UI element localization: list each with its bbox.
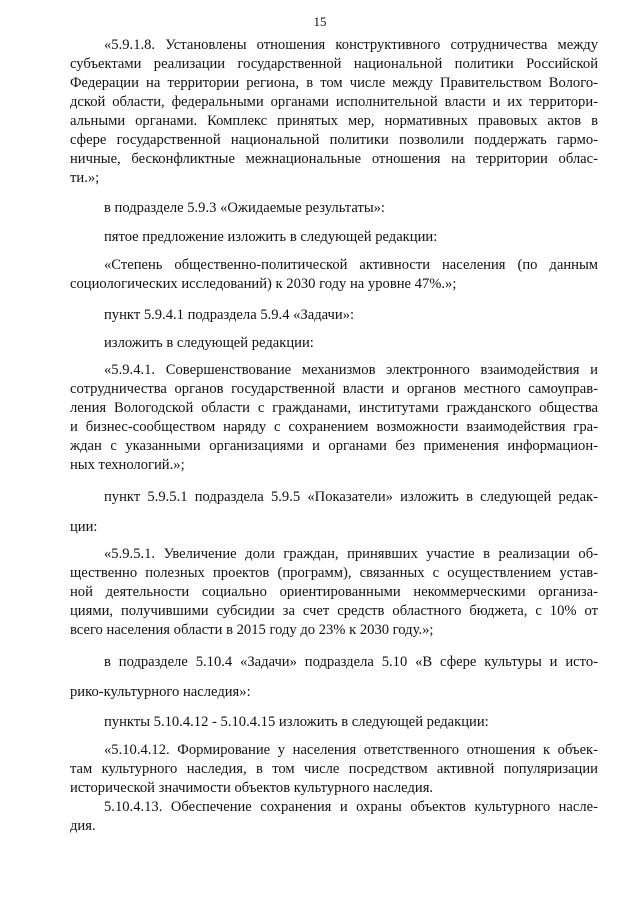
paragraph-line: циями, получившими субсидии за счет средств областного бюджета, с 10% от (70, 603, 598, 619)
paragraph-line: альными органами. Комплекс принятых мер, нормативных правовых актов в (70, 113, 598, 129)
paragraph-line: и бизнес-сообществом наряду с сохранением возможности взаимодействия гра- (70, 419, 598, 435)
paragraph-line: пункт 5.9.4.1 подраздела 5.9.4 «Задачи»: (104, 307, 355, 323)
paragraph-line: в подразделе 5.10.4 «Задачи» подраздела 5.10 «В сфере культуры и исто- (104, 654, 598, 670)
paragraph-line: ти.»; (70, 170, 100, 186)
page-number: 15 (313, 14, 327, 29)
paragraph-line: дской области, федеральными органами исполнительной власти и их территори- (70, 94, 598, 110)
paragraph-line: социологических исследований) к 2030 году на уровне 47%.»; (70, 276, 457, 292)
paragraph-line: сфере государственной национальной политики позволили поддержать гармо- (70, 132, 598, 148)
paragraph-line: изложить в следующей редакции: (104, 335, 314, 351)
paragraph-line: пункты 5.10.4.12 - 5.10.4.15 изложить в следующей редакции: (104, 714, 489, 730)
paragraph-line: ничные, бесконфликтные межнациональные отношения на территории облас- (70, 151, 598, 167)
paragraph-line: «5.10.4.12. Формирование у населения ответственного отношения к объек- (104, 742, 598, 758)
paragraph-line: в подразделе 5.9.3 «Ожидаемые результаты»: (104, 200, 385, 216)
paragraph-line: субъектами реализации государственной национальной политики Российской (70, 56, 598, 72)
paragraph-line: ных технологий.»; (70, 457, 185, 473)
paragraph-line: «5.9.1.8. Установлены отношения конструктивного сотрудничества между (104, 37, 598, 53)
paragraph-line: Федерации на территории региона, в том числе между Правительством Волого- (70, 75, 598, 91)
paragraph-line: сотрудничества органов государственной власти и органов местного самоуправ- (70, 381, 598, 397)
paragraph-line: пункт 5.9.5.1 подраздела 5.9.5 «Показатели» изложить в следующей редак- (104, 489, 598, 505)
paragraph-line: исторической значимости объектов культурного наследия. (70, 780, 434, 796)
paragraph-line: щественно полезных проектов (программ), связанных с осуществлением устав- (70, 565, 598, 581)
paragraph-line: ной деятельности социально ориентированными некоммерческими организа- (70, 584, 598, 600)
paragraph-line: ждан с указанными организациями и органами без применения информацион- (70, 438, 598, 454)
paragraph-line: «5.9.4.1. Совершенствование механизмов электронного взаимодействия и (104, 362, 598, 378)
paragraph-line: «Степень общественно-политической активности населения (по данным (104, 257, 598, 273)
paragraph-line: дия. (70, 818, 96, 834)
paragraph-line: всего населения области в 2015 году до 23% к 2030 году.»; (70, 622, 434, 638)
paragraph-line: «5.9.5.1. Увеличение доли граждан, принявших участие в реализации об- (104, 546, 598, 562)
paragraph-line: там культурного наследия, в том числе посредством активной популяризации (70, 761, 598, 777)
paragraph-line: пятое предложение изложить в следующей редакции: (104, 229, 438, 245)
paragraph-line: 5.10.4.13. Обеспечение сохранения и охраны объектов культурного насле- (104, 799, 598, 815)
paragraph-line: ции: (70, 519, 98, 535)
paragraph-line: ления Вологодской области с гражданами, институтами гражданского общества (70, 400, 598, 416)
paragraph-line: рико-культурного наследия»: (70, 684, 251, 700)
